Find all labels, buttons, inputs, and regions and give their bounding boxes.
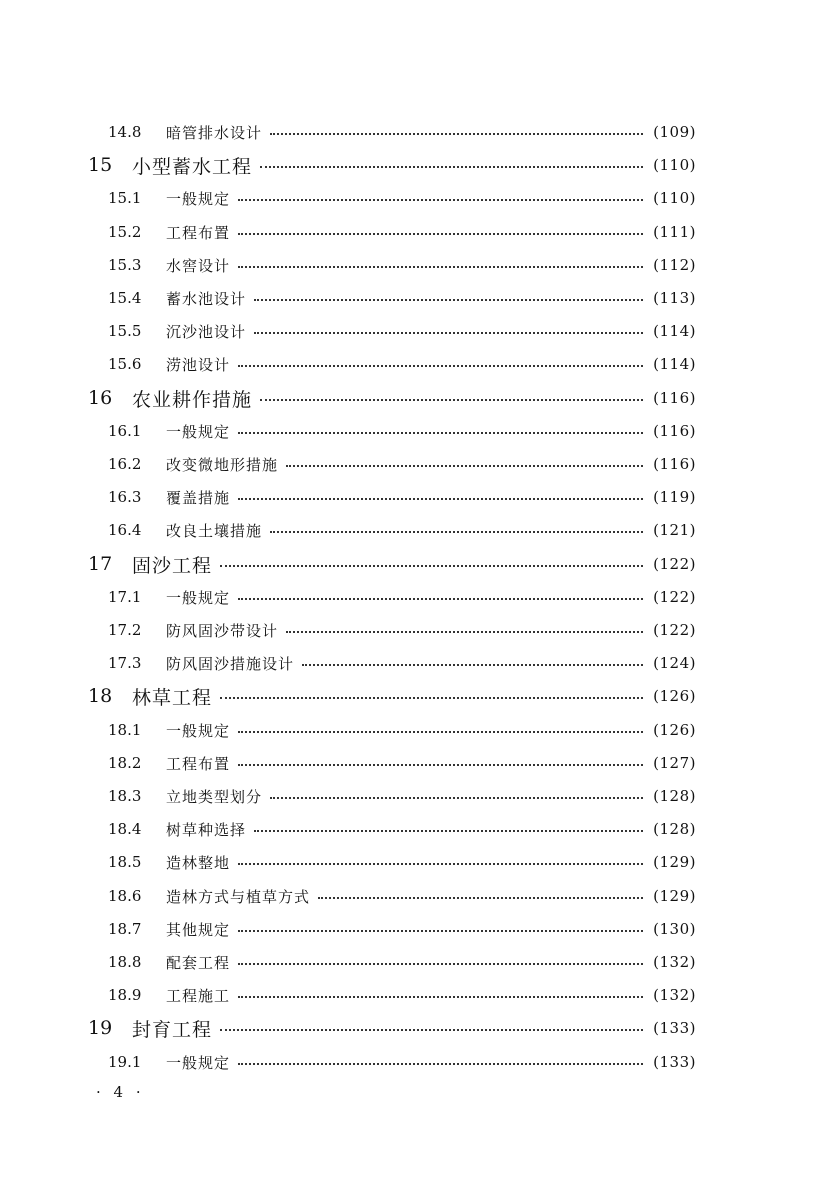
entry-number: 16.4 (108, 521, 142, 539)
entry-page-number: (128) (653, 787, 696, 805)
toc-section-entry (108, 117, 696, 147)
toc-section-entry (108, 482, 696, 512)
entry-title: 林草工程 (132, 686, 213, 709)
entry-title: 涝池设计 (166, 355, 231, 374)
toc-section-entry (108, 748, 696, 778)
entry-page-number: (126) (653, 687, 696, 705)
dot-leader (286, 631, 643, 633)
toc-chapter-entry (88, 1013, 696, 1043)
toc-section-entry (108, 947, 696, 977)
toc-section-entry (108, 250, 696, 280)
entry-title: 封育工程 (132, 1018, 213, 1041)
entry-number: 15.2 (108, 223, 142, 241)
dot-leader (238, 233, 643, 235)
entry-number: 16.1 (108, 422, 142, 440)
entry-title: 农业耕作措施 (132, 388, 253, 411)
entry-number: 18.1 (108, 721, 142, 739)
entry-page-number: (127) (653, 754, 696, 772)
toc-section-entry (108, 914, 696, 944)
toc-section-entry (108, 1047, 696, 1077)
entry-number: 18.9 (108, 986, 142, 1004)
dot-leader (220, 1029, 643, 1031)
entry-page-number: (122) (653, 555, 696, 573)
entry-number: 17 (88, 553, 113, 575)
entry-title: 配套工程 (166, 953, 231, 972)
dot-leader (270, 797, 643, 799)
entry-page-number: (113) (653, 289, 696, 307)
entry-number: 16.2 (108, 455, 142, 473)
dot-leader (254, 299, 643, 301)
entry-number: 15.5 (108, 322, 142, 340)
entry-title: 造林方式与植草方式 (166, 887, 311, 906)
dot-leader (286, 465, 643, 467)
toc-section-entry (108, 582, 696, 612)
entry-number: 17.3 (108, 654, 142, 672)
dot-leader (302, 664, 643, 666)
entry-number: 19 (88, 1017, 113, 1039)
dot-leader (260, 399, 643, 401)
entry-page-number: (132) (653, 953, 696, 971)
entry-number: 15.3 (108, 256, 142, 274)
dot-leader (238, 930, 643, 932)
entry-title: 造林整地 (166, 853, 231, 872)
dot-leader (318, 897, 643, 899)
entry-title: 防风固沙措施设计 (166, 654, 295, 673)
toc-section-entry (108, 217, 696, 247)
entry-title: 一般规定 (166, 588, 231, 607)
entry-number: 15.4 (108, 289, 142, 307)
entry-page-number: (110) (653, 189, 696, 207)
entry-title: 改变微地形措施 (166, 455, 279, 474)
entry-title: 一般规定 (166, 422, 231, 441)
entry-number: 15.1 (108, 189, 142, 207)
entry-page-number: (116) (653, 389, 696, 407)
toc-chapter-entry (88, 383, 696, 413)
entry-page-number: (116) (653, 422, 696, 440)
entry-number: 18.2 (108, 754, 142, 772)
toc-section-entry (108, 648, 696, 678)
dot-leader (254, 332, 643, 334)
dot-leader (238, 365, 643, 367)
entry-title: 暗管排水设计 (166, 123, 263, 142)
entry-page-number: (121) (653, 521, 696, 539)
entry-title: 覆盖措施 (166, 488, 231, 507)
entry-number: 18.7 (108, 920, 142, 938)
entry-page-number: (119) (653, 488, 696, 506)
entry-page-number: (130) (653, 920, 696, 938)
entry-page-number: (114) (653, 355, 696, 373)
toc-section-entry (108, 881, 696, 911)
entry-number: 14.8 (108, 123, 142, 141)
entry-number: 18.5 (108, 853, 142, 871)
toc-section-entry (108, 449, 696, 479)
entry-number: 17.2 (108, 621, 142, 639)
entry-page-number: (128) (653, 820, 696, 838)
toc-chapter-entry (88, 681, 696, 711)
entry-number: 17.1 (108, 588, 142, 606)
dot-leader (254, 830, 643, 832)
entry-title: 一般规定 (166, 721, 231, 740)
entry-title: 小型蓄水工程 (132, 155, 253, 178)
toc-chapter-entry (88, 150, 696, 180)
entry-title: 一般规定 (166, 189, 231, 208)
toc-section-entry (108, 416, 696, 446)
toc-section-entry (108, 715, 696, 745)
entry-title: 工程布置 (166, 223, 231, 242)
entry-page-number: (111) (653, 223, 696, 241)
dot-leader (270, 133, 643, 135)
entry-title: 工程施工 (166, 986, 231, 1005)
entry-page-number: (133) (653, 1019, 696, 1037)
entry-title: 立地类型划分 (166, 787, 263, 806)
entry-number: 16 (88, 387, 113, 409)
entry-title: 改良土壤措施 (166, 521, 263, 540)
entry-page-number: (133) (653, 1053, 696, 1071)
dot-leader (220, 565, 643, 567)
toc-section-entry (108, 980, 696, 1010)
dot-leader (238, 498, 643, 500)
entry-title: 树草种选择 (166, 820, 247, 839)
dot-leader (238, 432, 643, 434)
entry-number: 18.6 (108, 887, 142, 905)
entry-page-number: (132) (653, 986, 696, 1004)
entry-page-number: (122) (653, 588, 696, 606)
entry-page-number: (116) (653, 455, 696, 473)
entry-number: 16.3 (108, 488, 142, 506)
entry-number: 18 (88, 685, 113, 707)
entry-page-number: (124) (653, 654, 696, 672)
entry-page-number: (126) (653, 721, 696, 739)
dot-leader (238, 764, 643, 766)
entry-title: 其他规定 (166, 920, 231, 939)
entry-number: 18.4 (108, 820, 142, 838)
entry-title: 工程布置 (166, 754, 231, 773)
entry-page-number: (109) (653, 123, 696, 141)
entry-page-number: (129) (653, 853, 696, 871)
entry-number: 18.3 (108, 787, 142, 805)
entry-title: 固沙工程 (132, 554, 213, 577)
dot-leader (238, 963, 643, 965)
entry-number: 15.6 (108, 355, 142, 373)
dot-leader (238, 598, 643, 600)
dot-leader (238, 996, 643, 998)
toc-section-entry (108, 316, 696, 346)
entry-title: 蓄水池设计 (166, 289, 247, 308)
entry-page-number: (122) (653, 621, 696, 639)
toc-section-entry (108, 183, 696, 213)
toc-section-entry (108, 781, 696, 811)
entry-number: 15 (88, 154, 113, 176)
entry-page-number: (110) (653, 156, 696, 174)
toc-section-entry (108, 814, 696, 844)
dot-leader (238, 199, 643, 201)
toc-section-entry (108, 349, 696, 379)
dot-leader (260, 166, 643, 168)
entry-title: 水窖设计 (166, 256, 231, 275)
entry-page-number: (114) (653, 322, 696, 340)
dot-leader (238, 266, 643, 268)
toc-section-entry (108, 283, 696, 313)
dot-leader (238, 1063, 643, 1065)
toc-section-entry (108, 847, 696, 877)
entry-number: 19.1 (108, 1053, 142, 1071)
toc-section-entry (108, 615, 696, 645)
dot-leader (238, 863, 643, 865)
entry-title: 防风固沙带设计 (166, 621, 279, 640)
page-number: · 4 · (96, 1083, 145, 1101)
toc-chapter-entry (88, 549, 696, 579)
dot-leader (238, 731, 643, 733)
entry-page-number: (129) (653, 887, 696, 905)
toc-section-entry (108, 515, 696, 545)
entry-page-number: (112) (653, 256, 696, 274)
entry-number: 18.8 (108, 953, 142, 971)
entry-title: 一般规定 (166, 1053, 231, 1072)
dot-leader (220, 697, 643, 699)
entry-title: 沉沙池设计 (166, 322, 247, 341)
dot-leader (270, 531, 643, 533)
